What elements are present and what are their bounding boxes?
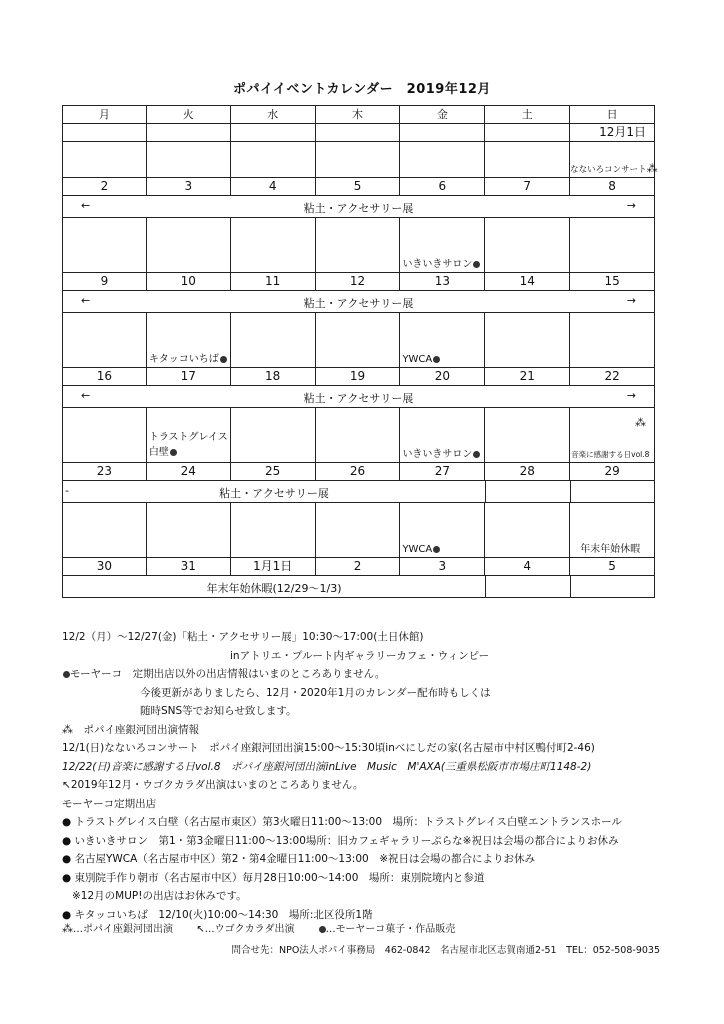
event-trust-grace-line1: トラストグレイス (148, 432, 228, 443)
note-moyako: モーヤーコ 定期出店以外の出店情報はいまのところありません。 (62, 665, 702, 684)
event-cell-dec10 (147, 313, 231, 368)
moyako-dot-icon (433, 356, 440, 363)
note-update: 今後更新がありましたら、12月・2020年1月のカレンダー配布時もしくは (140, 686, 491, 699)
date-cell: 2 (316, 558, 401, 576)
note-moyako-heading: モーヤーコ定期出店 (62, 797, 157, 810)
date-cell: 4 (231, 178, 316, 196)
moyako-dot-icon (473, 451, 480, 458)
weekday-sat: 土 (485, 106, 570, 124)
date-cell: 2 (63, 178, 147, 196)
note-exhibition-venue: inアトリエ・プルート内ギャラリーカフェ・ウィンピー (230, 649, 490, 662)
moyako-dot-icon (220, 356, 227, 363)
event-cell-dec17 (147, 408, 231, 463)
week6-band-row (62, 576, 655, 598)
note-higashi-betsuin: ● 東別院手作り朝市（名古屋市中区）毎月28日10:00～14:00 場所：東別院境内と参道 (62, 871, 485, 884)
note-kitakko: ● キタッコいちば 12/10(火)10:00～14:30 場所:北区役所1階 (62, 908, 373, 921)
holiday-band (63, 576, 486, 598)
date-cell: 5 (316, 178, 401, 196)
exhibition-band (63, 386, 655, 408)
ugoku-icon: ↖ (62, 779, 71, 791)
legend-popai: …ポパイ座銀河団出演 (73, 924, 173, 935)
date-cell: 1月1日 (231, 558, 316, 576)
event-trust-grace-line2: 白壁 (148, 447, 169, 458)
date-cell: 18 (231, 368, 316, 386)
popai-star-icon: ⁂ (62, 722, 73, 736)
popai-star-icon: ⁂ (646, 162, 658, 175)
week5-band-row (62, 481, 655, 503)
moyako-dot-icon (473, 261, 480, 268)
ugoku-icon: ↖ (196, 924, 205, 935)
week3-date-row (62, 273, 655, 291)
note-nanairo: 12/1(日)なないろコンサート ポパイ座銀河団出演15:00～15:30頃inべにしだの家(名古屋市中村区鴨付町2-46) (62, 742, 595, 754)
event-cell-dec20 (400, 408, 485, 463)
event-ongaku-kansha: 音楽に感謝する日vol.8 (571, 450, 650, 459)
date-cell: 19 (316, 368, 401, 386)
arrow-right-icon: → (626, 294, 636, 307)
event-cell-dec27 (400, 503, 485, 558)
weekday-tue: 火 (147, 106, 231, 124)
date-cell: 20 (400, 368, 485, 386)
event-cell-dec13 (400, 313, 485, 368)
weekday-mon: 月 (63, 106, 147, 124)
event-cell-dec22 (570, 408, 655, 463)
arrow-left-icon: ← (81, 294, 91, 307)
exhibition-label: 粘土・アクセサリー展 (303, 392, 414, 405)
exhibition-band (63, 291, 655, 313)
legend (62, 920, 455, 935)
note-ikiiki: ● いきいきサロン 第1・第3金曜日11:00～13:00場所：旧カフェギャラリーぷらな※祝日は会場の都合によりお休み (62, 834, 619, 847)
moyako-dot-icon (433, 546, 440, 553)
weekday-thu: 木 (316, 106, 401, 124)
exhibition-band (63, 196, 655, 218)
date-cell: 6 (400, 178, 485, 196)
date-cell: 15 (570, 273, 655, 291)
note-ywca: ● 名古屋YWCA（名古屋市中区）第2・第4金曜日11:00～13:00 ※祝日は会場の都合によりお休み (62, 853, 535, 865)
calendar-grid (62, 105, 658, 598)
date-cell: 3 (400, 558, 485, 576)
date-cell: 25 (231, 463, 316, 481)
date-cell: 8 (570, 178, 655, 196)
date-cell: 27 (400, 463, 485, 481)
event-nenmatsu: 年末年始休暇 (580, 544, 641, 555)
week5-event-row (62, 503, 655, 558)
date-cell: 12 (316, 273, 401, 291)
date-cell: 3 (147, 178, 231, 196)
week2-date-row (62, 178, 655, 196)
note-ongaku: 12/22(日)音楽に感謝する日vol.8 ポパイ座銀河団出演inLive Music M'AXA(三重県松阪市市場庄町1148-2) (62, 760, 592, 773)
date-cell: 10 (147, 273, 231, 291)
moyako-dot-icon (319, 926, 326, 933)
week3-event-row (62, 313, 655, 368)
week2-event-row (62, 218, 655, 273)
exhibition-band (63, 481, 486, 503)
note-sns: 随時SNS等でお知らせ致します。 (140, 705, 297, 717)
popai-star-icon: ⁂ (62, 922, 73, 935)
arrow-right-icon: → (626, 199, 636, 212)
weekday-wed: 水 (231, 106, 316, 124)
date-cell: 22 (570, 368, 655, 386)
event-ikiiki-salon: いきいきサロン (402, 259, 473, 270)
week5-date-row (62, 463, 655, 481)
date-cell: 31 (147, 558, 231, 576)
date-cell: 11 (231, 273, 316, 291)
footer-contact: 問合せ先：NPO法人ポパイ事務局 462-0842 名古屋市北区志賀南通2-51 TEL：052-508-9035 (231, 945, 660, 956)
week2-band-row (62, 196, 655, 218)
date-cell: 24 (147, 463, 231, 481)
date-cell: 4 (485, 558, 570, 576)
popai-star-icon: ⁂ (635, 416, 647, 429)
week4-event-row (62, 408, 655, 463)
exhibition-label: 粘土・アクセサリー展 (219, 487, 329, 500)
date-cell: 30 (63, 558, 147, 576)
exhibition-label: 粘土・アクセサリー展 (303, 297, 414, 310)
date-cell: 26 (316, 463, 401, 481)
date-cell: 23 (63, 463, 147, 481)
date-cell: 5 (570, 558, 655, 576)
date-cell: 13 (400, 273, 485, 291)
date-cell: 7 (485, 178, 570, 196)
legend-ugoku: …ウゴクカラダ出演 (204, 924, 295, 935)
event-ywca: YWCA (402, 544, 433, 555)
note-popai-heading: ⁂ ポパイ座銀河団出演情報 (62, 722, 199, 736)
date-cell: 28 (485, 463, 570, 481)
date-cell: 14 (485, 273, 570, 291)
event-nanairo: なないろコンサート (570, 165, 647, 175)
weekday-sun: 日 (570, 106, 655, 124)
exhibition-label: 粘土・アクセサリー展 (303, 202, 414, 215)
week4-band-row (62, 386, 655, 408)
date-cell: 21 (485, 368, 570, 386)
date-cell: 9 (63, 273, 147, 291)
page-title: ポパイイベントカレンダー 2019年12月 (233, 82, 491, 97)
arrow-left-icon: ← (81, 199, 91, 212)
date-dec1: 12月1日 (570, 124, 655, 142)
week6-date-row (62, 558, 655, 576)
date-cell: 17 (147, 368, 231, 386)
arrow-right-icon: → (626, 389, 636, 402)
note-trust-grace: ● トラストグレイス白壁（名古屋市東区）第3火曜日11:00～13:00 場所：トラストグレイス白壁エントランスホール (62, 816, 622, 828)
weekday-header (62, 105, 655, 124)
date-cell: 29 (570, 463, 655, 481)
week3-band-row (62, 291, 655, 313)
band-dash: - (65, 484, 69, 497)
moyako-dot-icon (63, 671, 70, 678)
event-cell-dec1 (570, 142, 658, 178)
event-cell-dec6 (400, 218, 485, 273)
notes-section (62, 628, 702, 924)
holiday-label: 年末年始休暇(12/29～1/3) (206, 582, 342, 595)
event-ikiiki-salon: いきいきサロン (402, 449, 473, 460)
note-exhibition: 12/2（月）～12/27(金)「粘土・アクセサリー展」10:30～17:00(土日休館) (62, 631, 424, 643)
event-ywca: YWCA (402, 354, 433, 365)
moyako-dot-icon (170, 449, 177, 456)
event-kitakko-ichiba: キタッコいちば (148, 354, 219, 365)
week1-date-row (62, 124, 655, 142)
event-cell-dec29 (570, 503, 655, 558)
note-mup: ※12月のMUP!の出店はお休みです。 (72, 890, 247, 902)
note-ugoku: ↖2019年12月・ウゴクカラダ出演はいまのところありません。 (62, 779, 364, 791)
week4-date-row (62, 368, 655, 386)
weekday-fri: 金 (400, 106, 485, 124)
legend-moyako: …モーヤーコ菓子・作品販売 (325, 924, 456, 935)
arrow-left-icon: ← (81, 389, 91, 402)
date-cell: 16 (63, 368, 147, 386)
week1-event-row (62, 142, 658, 178)
